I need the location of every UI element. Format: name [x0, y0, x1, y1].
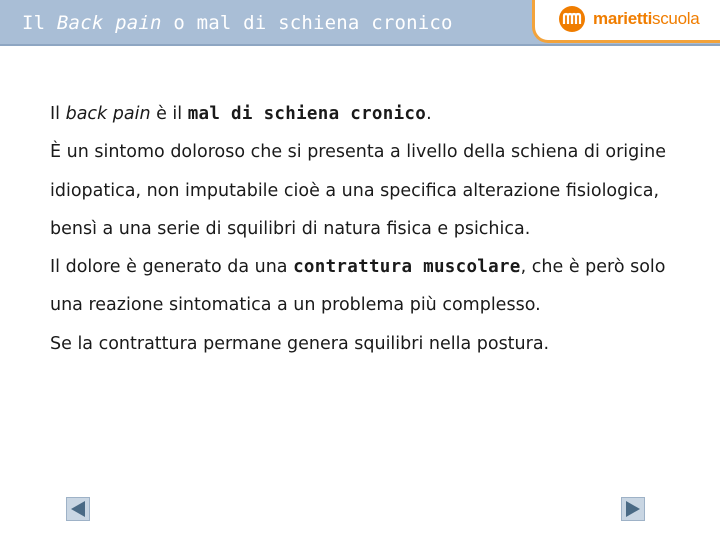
logo-brand: marietti — [593, 9, 653, 28]
paragraph-cause — [50, 248, 690, 325]
text-run: è il — [150, 104, 188, 124]
paragraph-definition — [50, 95, 690, 133]
text-bold: mal di schiena cronico — [187, 104, 427, 124]
text-run: , che è però solo una reazione sintomatica a un problema più complesso. — [50, 257, 666, 316]
paragraph-posture: Se la contrattura permane genera squilibri nella postura. — [50, 333, 550, 354]
text-italic: back pain — [65, 104, 151, 124]
previous-slide-button[interactable] — [66, 497, 90, 521]
title-italic: Back pain — [56, 12, 162, 34]
paragraph-symptom: È un sintomo doloroso che si presenta a livello della schiena di origine idiopatica, non imputabile cioè a una specifica alterazione fisiologica, bensì a una serie di squilibri di natura fisica e psichica. — [50, 142, 666, 239]
triangle-right-icon — [622, 498, 644, 520]
next-slide-button[interactable] — [621, 497, 645, 521]
text-run: Il dolore è generato da una — [50, 257, 294, 278]
slide-title — [22, 12, 453, 34]
title-prefix: Il — [22, 12, 57, 34]
slide-header — [0, 0, 720, 46]
publisher-logo — [532, 0, 720, 43]
text-run: Il — [50, 104, 66, 124]
logo-text — [593, 9, 699, 29]
text-run: . — [426, 104, 432, 124]
slide-body — [50, 95, 690, 363]
logo-brand-light: scuola — [652, 9, 700, 28]
marietti-logo-icon — [559, 6, 585, 32]
title-suffix: o mal di schiena cronico — [161, 12, 453, 34]
triangle-left-icon — [67, 498, 89, 520]
text-bold: contrattura muscolare — [293, 257, 521, 278]
